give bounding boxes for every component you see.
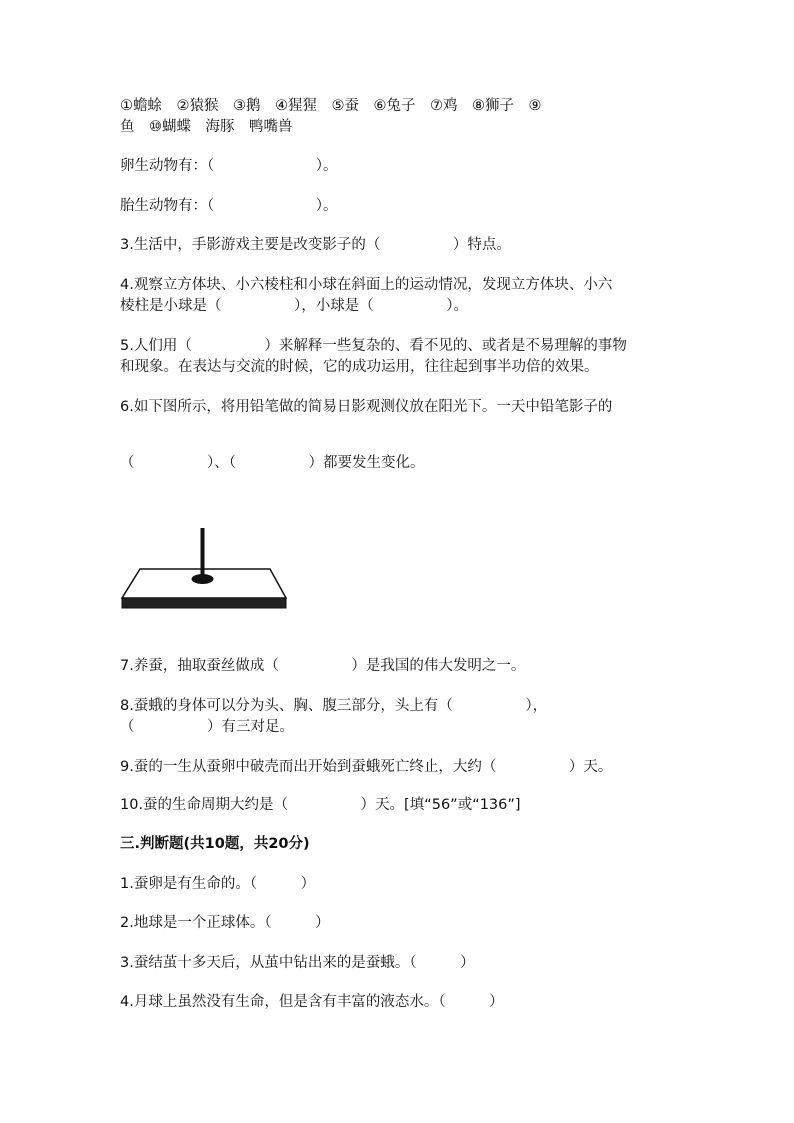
- pencil-gnomon: [192, 528, 214, 584]
- question-5-line-1: 5.人们用（ ）来解释一些复杂的、看不见的、或者是不易理解的事物: [120, 338, 627, 354]
- question-4-line-1: 4.观察立方体块、小六棱柱和小球在斜面上的运动情况，发现立方体块、小六: [120, 277, 613, 293]
- oviparous-animals-blank: 卵生动物有：（ ）。: [120, 158, 338, 174]
- question-8-line-2: （ ）有三对足。: [120, 719, 294, 735]
- section-3-heading: 三.判断题(共10题，共20分): [120, 836, 310, 852]
- animal-options-line-1: ①蟾蜍 ②猿猴 ③鹅 ④猩猩 ⑤蚕 ⑥兔子 ⑦鸡 ⑧狮子 ⑨: [120, 98, 542, 114]
- sundial-figure: [118, 524, 290, 616]
- question-10: 10.蚕的生命周期大约是（ ）天。[填“56”或“136”]: [120, 797, 521, 813]
- question-7: 7.养蚕，抽取蚕丝做成（ ）是我国的伟大发明之一。: [120, 658, 526, 674]
- judgement-3: 3.蚕结茧十多天后，从茧中钻出来的是蚕蛾。（ ）: [120, 955, 475, 971]
- question-3: 3.生活中，手影游戏主要是改变影子的（ ）特点。: [120, 237, 511, 253]
- question-9: 9.蚕的一生从蚕卵中破壳而出开始到蚕蛾死亡终止，大约（ ）天。: [120, 759, 613, 775]
- animal-options-line-2: 鱼 ⑩蝴蝶 海豚 鸭嘴兽: [120, 119, 293, 135]
- question-4-line-2: 棱柱是小球是（ ），小球是（ ）。: [120, 298, 468, 314]
- question-5-line-2: 和现象。在表达与交流的时候，它的成功运用，往往起到事半功倍的效果。: [120, 359, 599, 375]
- judgement-4: 4.月球上虽然没有生命，但是含有丰富的液态水。（ ）: [120, 994, 504, 1010]
- question-6-line-1: 6.如下图所示，将用铅笔做的简易日影观测仪放在阳光下。一天中铅笔影子的: [120, 399, 613, 415]
- viviparous-animals-blank: 胎生动物有：（ ）。: [120, 198, 338, 214]
- judgement-2: 2.地球是一个正球体。（ ）: [120, 915, 330, 931]
- question-6-line-2: （ ）、（ ）都要发生变化。: [120, 455, 425, 471]
- judgement-1: 1.蚕卵是有生命的。（ ）: [120, 876, 316, 892]
- question-8-line-1: 8.蚕蛾的身体可以分为头、胸、腹三部分，头上有（ ），: [120, 698, 548, 714]
